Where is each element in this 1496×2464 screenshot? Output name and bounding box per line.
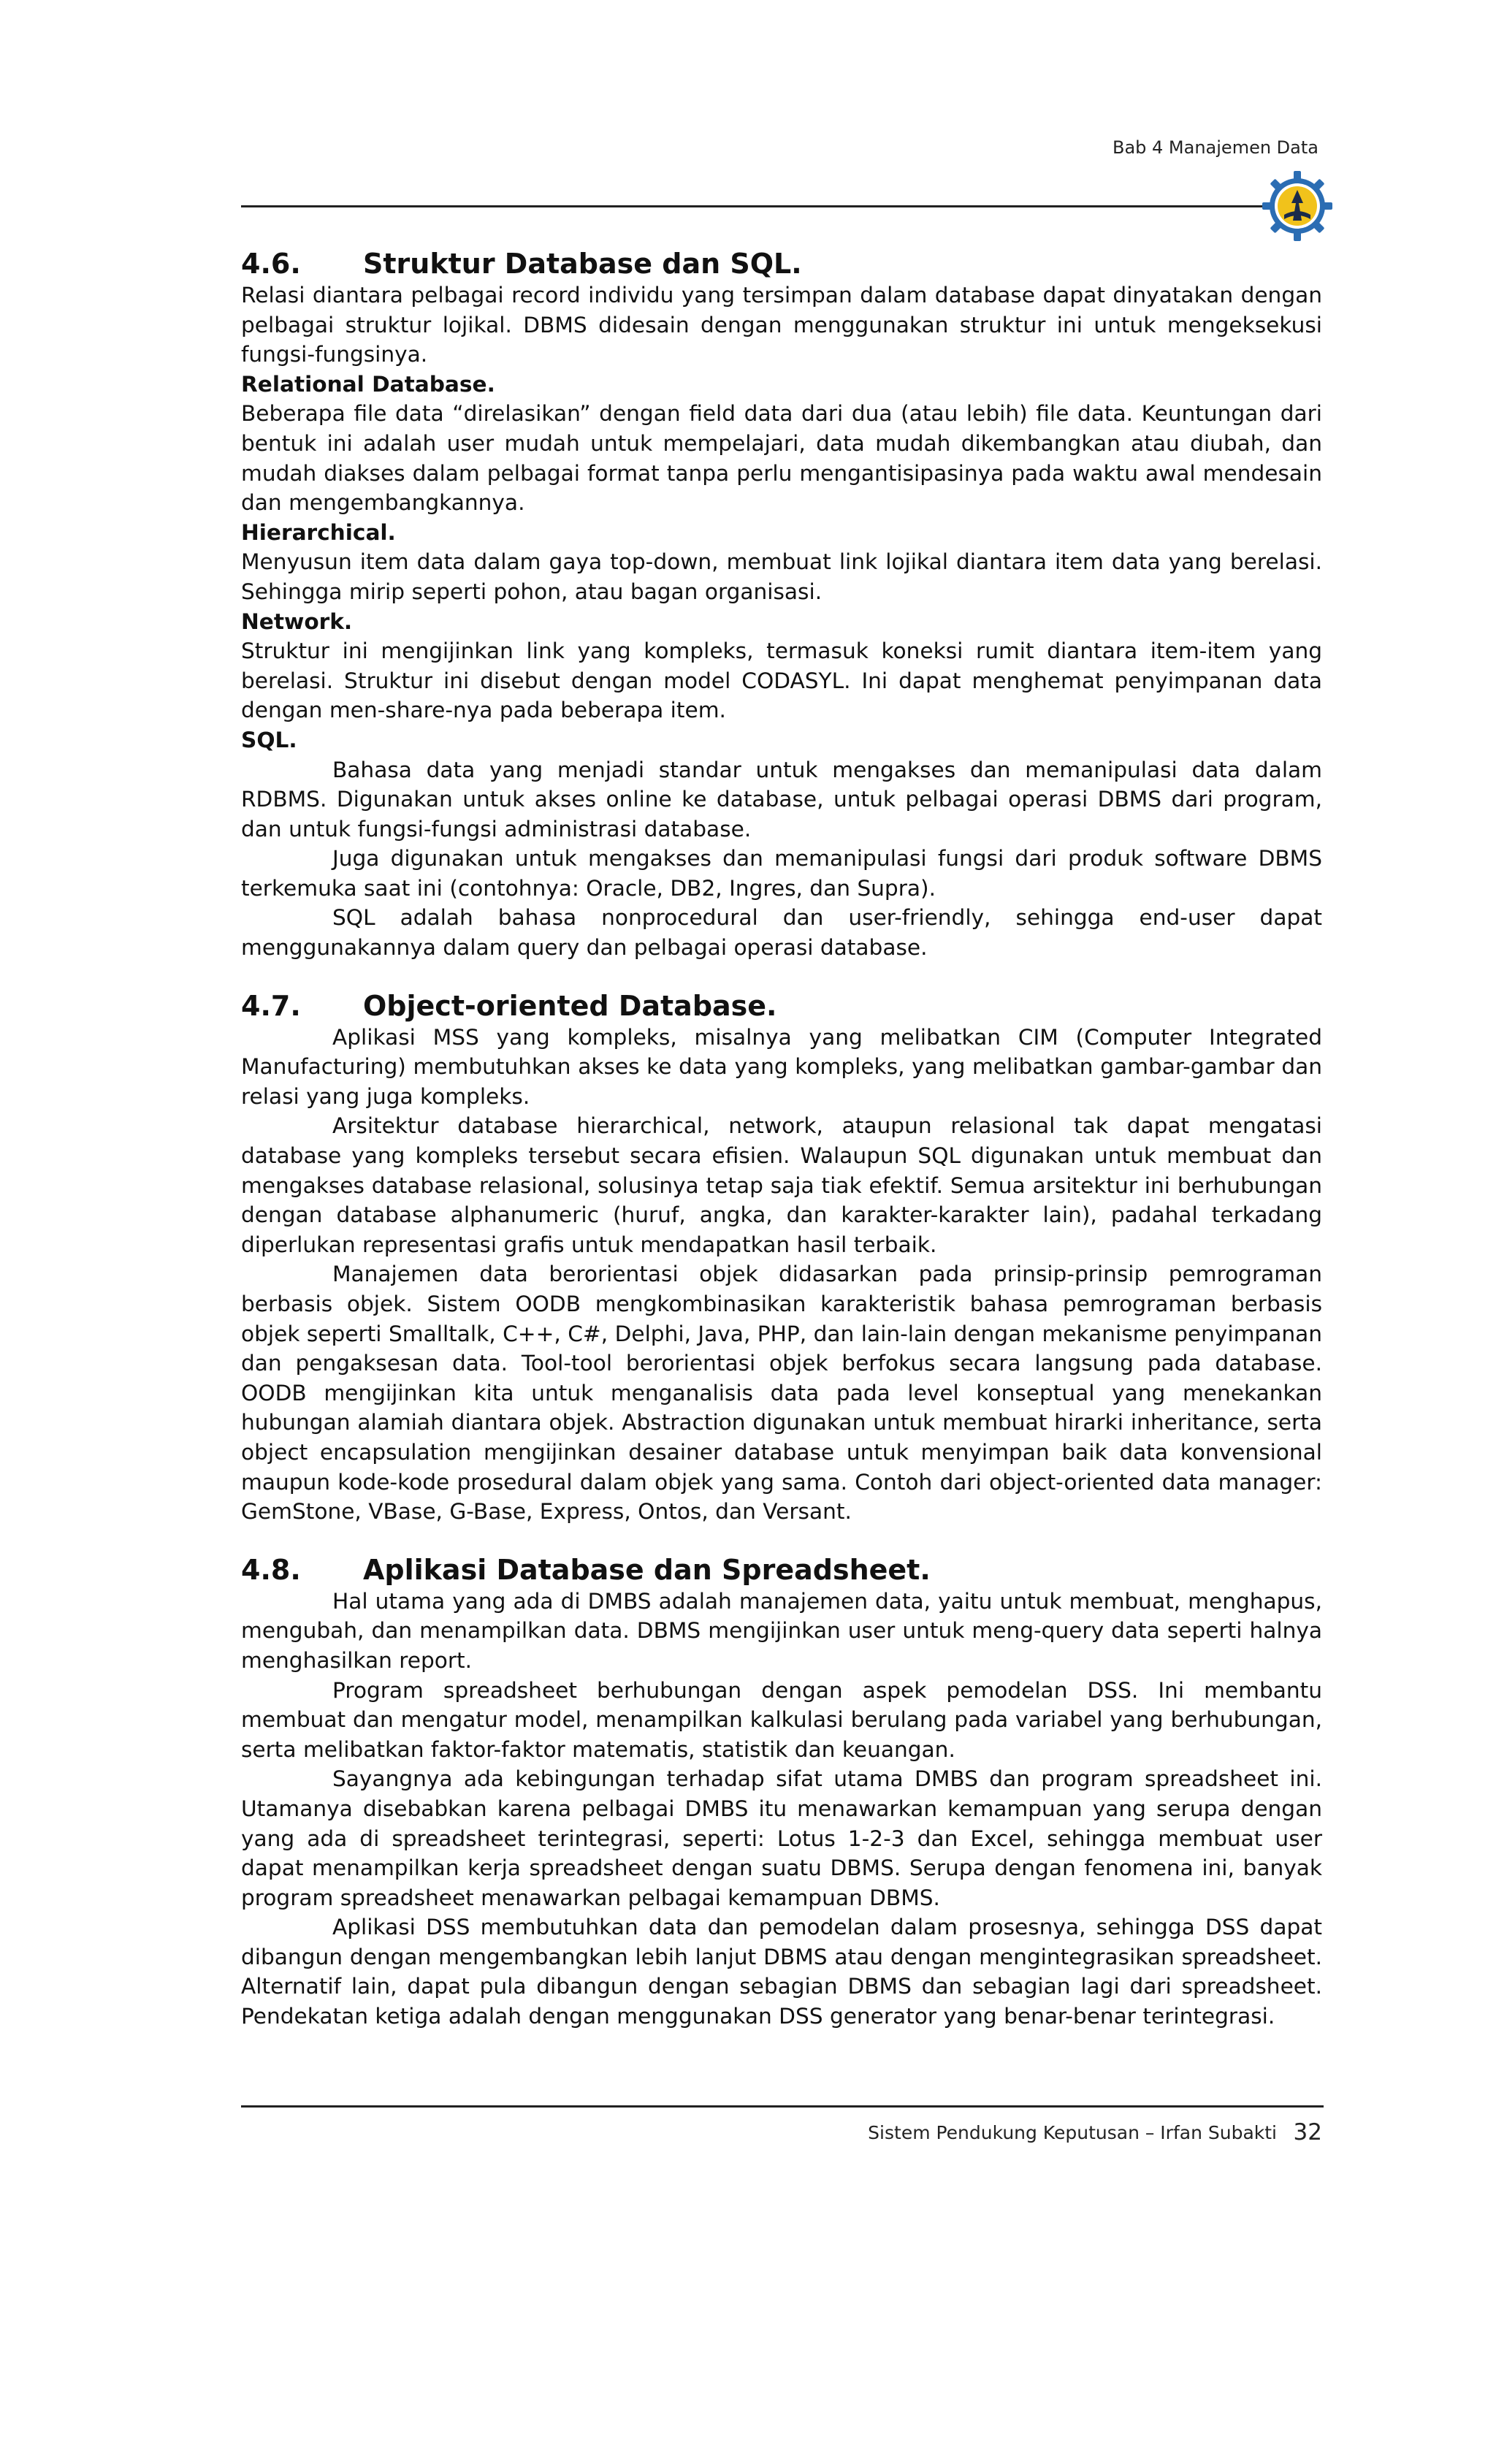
subheading-sql: SQL. — [241, 727, 297, 752]
section-heading-4-7 — [241, 989, 1322, 1023]
paragraph: Struktur ini mengijinkan link yang kompleks, termasuk koneksi rumit diantara item-item yang berelasi. Struktur ini disebut dengan model CODASYL. Ini dapat menghemat penyimpanan data dengan men-share-nya pada beberapa item. — [241, 638, 1322, 723]
running-footer: Sistem Pendukung Keputusan – Irfan Subakti — [868, 2122, 1277, 2143]
section-number: 4.8. — [241, 1553, 301, 1586]
university-emblem-icon — [1261, 169, 1334, 243]
paragraph: Juga digunakan untuk mengakses dan memanipulasi fungsi dari produk software DBMS terkemuka saat ini (contohnya: Oracle, DB2, Ingres, dan Supra). — [241, 846, 1322, 901]
paragraph: Program spreadsheet berhubungan dengan aspek pemodelan DSS. Ini membantu membuat dan mengatur model, menampilkan kalkulasi berulang pada variabel yang berhubungan, serta melibatkan faktor-faktor matematis, statistik dan keuangan. — [241, 1677, 1322, 1762]
subheading-hierarchical: Hierarchical. — [241, 519, 396, 545]
subheading-network: Network. — [241, 609, 353, 634]
page-number: 32 — [1293, 2119, 1322, 2145]
footer-divider — [241, 2105, 1324, 2108]
paragraph: Beberapa file data “direlasikan” dengan field data dari dua (atau lebih) file data. Keuntungan dari bentuk ini adalah user mudah untuk mempelajari, data mudah dikembangkan atau diubah, dan mudah diakses dalam pelbagai format tanpa perlu mengantisipasinya pada waktu awal mendesain dan mengembangkannya. — [241, 401, 1322, 516]
paragraph: Hal utama yang ada di DMBS adalah manajemen data, yaitu untuk membuat, menghapus, mengubah, dan menampilkan data. DBMS mengijinkan user untuk meng-query data seperti halnya menghasilkan report. — [241, 1588, 1322, 1673]
paragraph: Aplikasi MSS yang kompleks, misalnya yang melibatkan CIM (Computer Integrated Manufacturing) membutuhkan akses ke data yang kompleks, yang melibatkan gambar-gambar dan relasi yang juga kompleks. — [241, 1024, 1322, 1109]
section-heading-4-8 — [241, 1553, 1322, 1587]
paragraph: Menyusun item data dalam gaya top-down, membuat link lojikal diantara item data yang berelasi. Sehingga mirip seperti pohon, atau bagan organisasi. — [241, 549, 1322, 604]
section-title: Object-oriented Database. — [363, 989, 777, 1022]
section-number: 4.7. — [241, 989, 301, 1022]
paragraph: Manajemen data berorientasi objek didasarkan pada prinsip-prinsip pemrograman berbasis objek. Sistem OODB mengkombinasikan karakteristik bahasa pemrograman berbasis objek seperti Smalltalk, C++, C#, Delphi, Java, PHP, dan lain-lain dengan mekanisme penyimpanan dan pengaksesan data. Tool-tool berorientasi objek berfokus secara langsung pada database. OODB mengijinkan kita untuk menganalisis data pada level konseptual yang menekankan hubungan alamiah diantara objek. Abstraction digunakan untuk membuat hirarki inheritance, serta object encapsulation mengijinkan desainer database untuk menyimpan baik data konvensional maupun kode-kode prosedural dalam objek yang sama. Contoh dari object-oriented data manager: GemStone, VBase, G-Base, Express, Ontos, dan Versant. — [241, 1262, 1322, 1525]
paragraph: Aplikasi DSS membutuhkan data dan pemodelan dalam prosesnya, sehingga DSS dapat dibangun dengan mengembangkan lebih lanjut DBMS atau dengan mengintegrasikan spreadsheet. Alternatif lain, dapat pula dibangun dengan sebagian DBMS dan sebagian lagi dari spreadsheet. Pendekatan ketiga adalah dengan menggunakan DSS generator yang benar-benar terintegrasi. — [241, 1915, 1322, 2029]
subheading-relational: Relational Database. — [241, 371, 495, 397]
section-title: Aplikasi Database dan Spreadsheet. — [363, 1553, 931, 1586]
section-title: Struktur Database dan SQL. — [363, 248, 802, 280]
page-body — [241, 247, 1322, 2032]
header-divider — [241, 205, 1282, 207]
paragraph: Arsitektur database hierarchical, network, ataupun relasional tak dapat mengatasi database yang kompleks tersebut secara efisien. Walaupun SQL digunakan untuk membuat dan mengakses database relasional, solusinya tetap saja tiak efektif. Semua arsitektur ini berhubungan dengan database alphanumeric (huruf, angka, dan karakter-karakter lain), padahal terkadang diperlukan representasi grafis untuk mendapatkan hasil terbaik. — [241, 1113, 1322, 1257]
paragraph: Bahasa data yang menjadi standar untuk mengakses dan memanipulasi data dalam RDBMS. Digunakan untuk akses online ke database, untuk pelbagai operasi DBMS dari program, dan untuk fungsi-fungsi administrasi database. — [241, 757, 1322, 842]
section-number: 4.6. — [241, 248, 301, 280]
running-header: Bab 4 Manajemen Data — [1113, 137, 1318, 158]
paragraph: Relasi diantara pelbagai record individu yang tersimpan dalam database dapat dinyatakan dengan pelbagai struktur lojikal. DBMS didesain dengan menggunakan struktur ini untuk mengeksekusi fungsi-fungsinya. — [241, 283, 1322, 367]
paragraph: SQL adalah bahasa nonprocedural dan user-friendly, sehingga end-user dapat menggunakannya dalam query dan pelbagai operasi database. — [241, 905, 1322, 961]
section-heading-4-6 — [241, 247, 1322, 281]
paragraph: Sayangnya ada kebingungan terhadap sifat utama DMBS dan program spreadsheet ini. Utamanya disebabkan karena pelbagai DMBS itu menawarkan kemampuan yang serupa dengan yang ada di spreadsheet terintegrasi, seperti: Lotus 1-2-3 dan Excel, sehingga membuat user dapat menampilkan kerja spreadsheet dengan suatu DBMS. Serupa dengan fenomena ini, banyak program spreadsheet menawarkan pelbagai kemampuan DBMS. — [241, 1766, 1322, 1910]
